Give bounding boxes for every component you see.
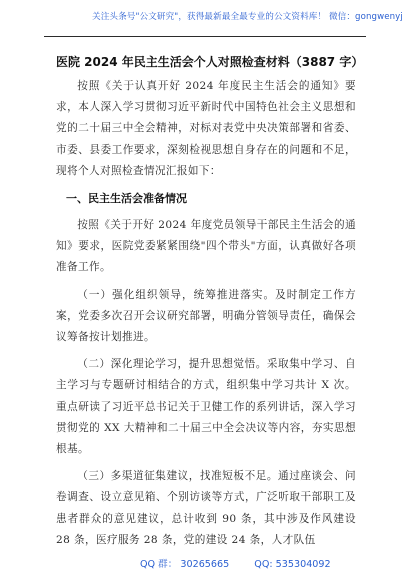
qq-group: QQ 群： 30265665 (140, 559, 230, 570)
list-item-1: （一）强化组织领导，统筹推进落实。及时制定工作方案，党委多次召开会议研究部署，明确分管领导责任，确保会议筹备按计划推进。 (56, 288, 356, 344)
header-note: 关注头条号"公文研究"，获得最新最全最专业的公文资料库！ 微信：gongwenyj (92, 12, 403, 22)
list-item-3: （三）多渠道征集建议，找准短板不足。通过座谈会、问卷调查、设立意见箱、个别访谈等方式，广泛听取干部职工及患者群众的意见建议，总计收到 90 条，其中涉及作风建设 28 条，医疗服务 28 条，党的建设 24 条，人才队伍 (56, 470, 356, 546)
qq-number: QQ: 535304092 (254, 559, 331, 570)
section-intro-paragraph: 按照《关于开好 2024 年度党员领导干部民主生活会的通知》要求，医院党委紧紧围绕"四个带头"方面，认真做好各项准备工作。 (56, 219, 356, 274)
footer-contact (140, 556, 340, 570)
section-heading: 一、民主生活会准备情况 (66, 192, 187, 206)
document-body (56, 76, 356, 557)
intro-paragraph: 按照《关于认真开好 2024 年度民主生活会的通知》要求，本人深入学习贯彻习近平新时代中国特色社会主义思想和党的二十届三中全会精神，对标对表党中央决策部署和省委、市委、县委工作要求，深刻检视思想自身存在的问题和不足，现将个人对照检查情况汇报如下： (56, 80, 356, 177)
list-item-2: （二）深化理论学习，提升思想觉悟。采取集中学习、自主学习与专题研讨相结合的方式，组织集中学习共计 X 次。重点研读了习近平总书记关于卫健工作的系列讲话，深入学习贯彻党的 XX 大精神和二十届三中全会决议等内容，夯实思想根基。 (56, 358, 356, 456)
header-divider (44, 36, 366, 37)
document-title: 医院 2024 年民主生活会个人对照检查材料（3887 字） (56, 55, 364, 69)
